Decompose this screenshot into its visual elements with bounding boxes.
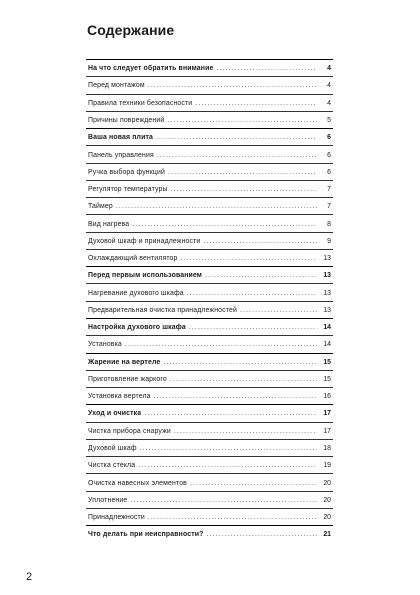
toc-entry [86,491,333,508]
page-number: 2 [26,571,33,583]
toc-dot-leader [157,153,317,160]
toc-entry-title: Предварительная очистка принадлежностей [88,306,237,314]
toc-entry [86,163,333,180]
toc-entry [86,145,333,162]
toc-dot-leader [216,66,317,73]
toc-dot-leader [144,411,317,418]
toc-dot-leader [240,308,317,315]
toc-entry-title: На что следует обратить внимание [88,65,214,73]
toc-entry-title: Приготовление жаркого [88,375,167,383]
toc-entry-page: 13 [323,306,331,314]
toc-entry-title: Духовой шкаф и принадлежности [88,237,201,245]
toc-section-entry [86,318,333,335]
toc-entry-title: Нагревание духового шкафа [88,289,184,297]
toc-section-entry [86,525,333,542]
toc-dot-leader [130,498,317,505]
toc-entry-title: Чистка прибора снаружи [88,427,171,435]
toc-entry-title: Уход и очистка [88,410,142,418]
toc-dot-leader [203,239,317,246]
toc-dot-leader [154,394,317,401]
page-title: Содержание [87,22,175,38]
toc-entry-page: 16 [323,393,331,401]
toc-entry-title: Регулятор температуры [88,186,168,194]
toc-dot-leader [163,360,317,367]
toc-entry-page: 17 [323,427,331,435]
toc-dot-leader [167,118,317,125]
toc-entry [86,370,333,387]
toc-entry [86,422,333,439]
toc-entry-page: 20 [323,479,331,487]
toc-entry [86,439,333,456]
toc-entry [86,387,333,404]
toc-entry [86,283,333,300]
toc-entry-page: 15 [323,375,331,383]
toc-entry-title: Что делать при неисправности? [88,531,204,539]
toc-entry-title: Причины повреждений [88,116,165,124]
toc-dot-leader [132,222,317,229]
toc-entry [86,456,333,473]
toc-entry-title: Настройка духового шкафа [88,324,186,332]
toc-entry-title: Чистка стекла [88,462,136,470]
toc-entry-title: Очистка навесных элементов [88,479,187,487]
toc-dot-leader [174,429,317,436]
toc-entry-page: 20 [323,514,331,522]
toc-entry-title: Жарение на вертеле [88,358,161,366]
toc-dot-leader [148,515,317,522]
toc-entry-title: Таймер [88,203,113,211]
toc-entry [86,180,333,197]
toc-entry-page: 4 [327,65,331,73]
toc-entry-page: 13 [323,272,331,280]
toc-entry [86,301,333,318]
toc-entry [86,508,333,525]
toc-entry-title: Охлаждающий вентилятор [88,255,178,263]
toc-entry-page: 7 [327,203,331,211]
toc-entry [86,214,333,231]
toc-dot-leader [156,135,317,142]
toc-entry-title: Установка вертела [88,393,151,401]
toc-dot-leader [207,532,318,539]
toc-entry-page: 9 [327,237,331,245]
toc-entry-title: Перед монтажом [88,82,145,90]
toc-entry-page: 5 [327,116,331,124]
toc-entry-title: Принадлежности [88,514,145,522]
toc-dot-leader [168,170,317,177]
toc-entry-title: Духовой шкаф [88,445,137,453]
toc-entry-page: 7 [327,186,331,194]
toc-entry-title: Установка [88,341,122,349]
toc-dot-leader [125,342,317,349]
toc-dot-leader [181,256,317,263]
toc-entry-page: 19 [323,462,331,470]
toc-dot-leader [140,446,317,453]
toc-entry [86,111,333,128]
table-of-contents [86,59,333,542]
toc-entry [86,249,333,266]
toc-entry-page: 6 [327,151,331,159]
toc-section-entry [86,59,333,76]
toc-entry-page: 4 [327,82,331,90]
toc-entry-page: 4 [327,99,331,107]
toc-entry-title: Уплотнение [88,496,128,504]
toc-section-entry [86,128,333,145]
toc-dot-leader [189,325,317,332]
toc-dot-leader [148,83,317,90]
toc-dot-leader [116,204,317,211]
toc-dot-leader [190,481,317,488]
toc-dot-leader [205,273,317,280]
toc-entry-title: Правила техники безопасности [88,99,193,107]
toc-entry [86,197,333,214]
toc-entry-page: 21 [323,531,331,539]
toc-entry [86,76,333,93]
toc-entry-page: 8 [327,220,331,228]
toc-entry-title: Ручка выбора функций [88,168,166,176]
toc-section-entry [86,266,333,283]
toc-entry-page: 17 [323,410,331,418]
toc-entry [86,335,333,352]
toc-entry-page: 20 [323,496,331,504]
toc-entry [86,94,333,111]
toc-entry-page: 14 [323,324,331,332]
toc-entry-title: Панель управления [88,151,154,159]
toc-entry-title: Вид нагрева [88,220,130,228]
toc-dot-leader [170,377,317,384]
toc-section-entry [86,404,333,421]
toc-entry-page: 13 [323,255,331,263]
toc-dot-leader [195,101,317,108]
toc-entry-page: 6 [327,134,331,142]
toc-entry-page: 13 [323,289,331,297]
toc-dot-leader [171,187,317,194]
toc-entry-page: 6 [327,168,331,176]
toc-entry-page: 18 [323,445,331,453]
toc-entry-page: 14 [323,341,331,349]
toc-entry [86,232,333,249]
toc-section-entry [86,353,333,370]
toc-entry-title: Перед первым использованием [88,272,203,280]
toc-dot-leader [187,291,317,298]
toc-entry-page: 15 [323,358,331,366]
toc-entry [86,473,333,490]
toc-entry-title: Ваша новая плита [88,134,153,142]
toc-dot-leader [138,463,317,470]
